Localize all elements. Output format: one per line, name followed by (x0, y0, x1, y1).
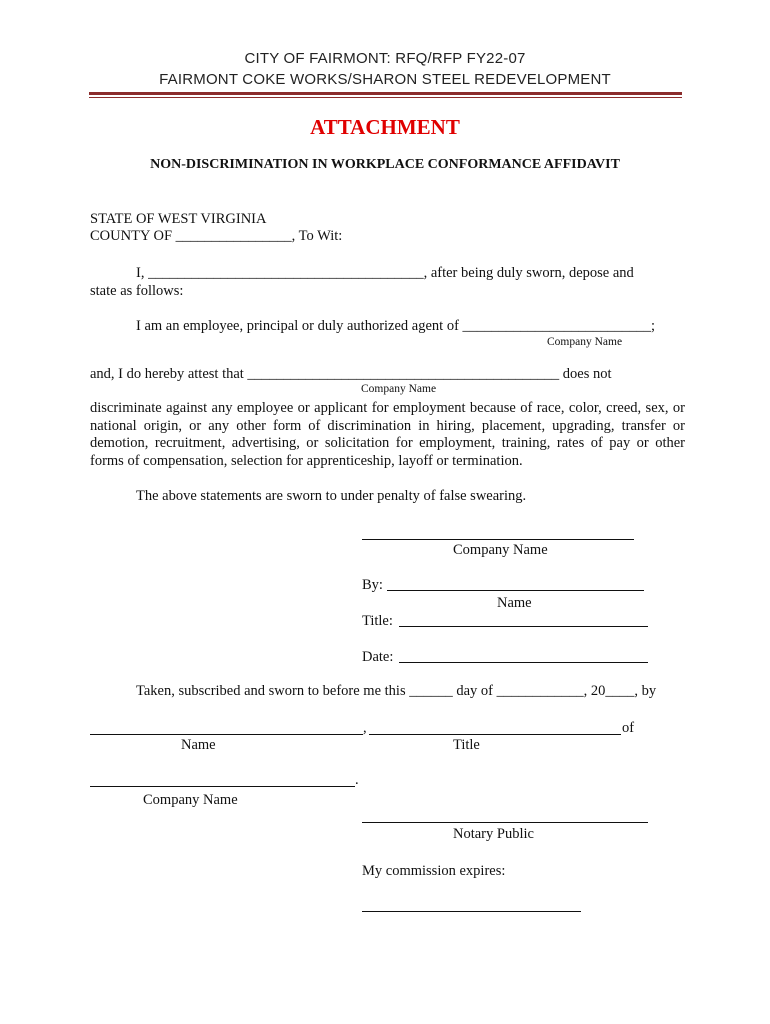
notary-comma: , (363, 720, 367, 736)
by-label: By: (362, 577, 383, 593)
state-line: STATE OF WEST VIRGINIA (90, 211, 267, 227)
name-label: Name (497, 595, 532, 611)
header-rule-thick (89, 92, 682, 95)
oath-line: I, ______________________________________, after being duly sworn, depose and (136, 265, 634, 281)
notary-name-line (90, 734, 363, 735)
page-title: ATTACHMENT (310, 115, 460, 139)
commission-expires-label: My commission expires: (362, 863, 506, 879)
notary-name-label: Name (181, 737, 216, 753)
employee-statement: I am an employee, principal or duly authorized agent of __________________________; (136, 318, 656, 334)
county-line: COUNTY OF ________________, To Wit: (90, 228, 343, 244)
attest-line: and, I do hereby attest that ___________________________________________ does not (90, 366, 612, 382)
notary-company-name-label: Company Name (143, 792, 238, 808)
oath-line-continued: state as follows: (90, 283, 184, 299)
date-label: Date: (362, 649, 394, 665)
header-line-2: FAIRMONT COKE WORKS/SHARON STEEL REDEVELOPMENT (159, 71, 611, 88)
discrimination-paragraph: discriminate against any employee or applicant for employment because of race, color, creed, sex, or national origin, or any other form of discrimination in hiring, placement, upgrading, transfer or demotion, recruitment, advertising, or solicitation for employment, training, rates of pay or other forms of compensation, selection for apprenticeship, layoff or termination. (90, 400, 685, 469)
header-line-1: CITY OF FAIRMONT: RFQ/RFP FY22-07 (244, 50, 526, 67)
notary-company-line (90, 786, 355, 787)
title-label: Title: (362, 613, 393, 629)
company-name-caption-2: Company Name (361, 383, 437, 395)
notary-period: . (355, 772, 359, 788)
notary-public-label: Notary Public (453, 826, 534, 842)
company-name-caption-1: Company Name (547, 336, 623, 348)
sworn-statement: The above statements are sworn to under penalty of false swearing. (136, 488, 527, 504)
notary-taken-line: Taken, subscribed and sworn to before me this ______ day of ____________, 20____, by (136, 683, 657, 699)
notary-title-label: Title (453, 737, 480, 753)
company-signature-line (362, 539, 634, 540)
notary-title-line (369, 734, 621, 735)
commission-expires-line (362, 911, 581, 912)
header-rule-thin (89, 97, 682, 98)
company-name-label: Company Name (453, 542, 548, 558)
notary-of: of (622, 720, 635, 736)
notary-public-signature-line (362, 822, 648, 823)
affidavit-title: NON-DISCRIMINATION IN WORKPLACE CONFORMANCE AFFIDAVIT (150, 157, 620, 172)
by-signature-line (387, 590, 644, 591)
title-line (399, 626, 648, 627)
date-line (399, 662, 648, 663)
